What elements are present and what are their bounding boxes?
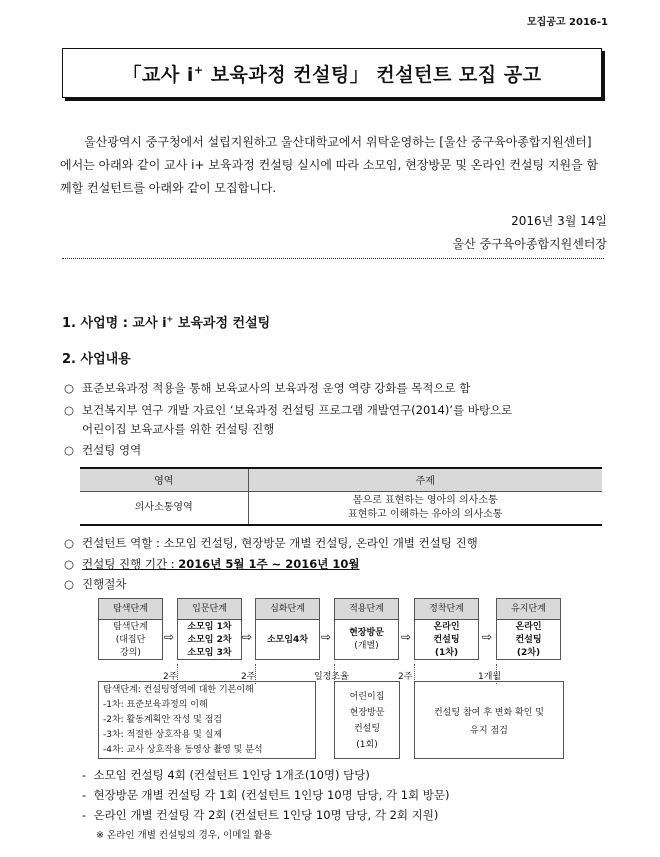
step-explore: 탐색단계 탐색단계 (대집단 강의) <box>98 598 163 660</box>
table-row <box>80 491 602 525</box>
arrow-icon: ⇨ <box>242 630 253 644</box>
bullet-purpose: ○ 표준보육과정 적용을 통해 보육교사의 보육과정 운영 역량 강화를 목적으로 함 <box>64 381 471 395</box>
page-title: 「교사 i+ 보육과정 컨설팅」 컨설턴트 모집 공고 <box>122 63 542 86</box>
section-project-name: 1. 사업명 : 교사 i+ 보육과정 컨설팅 <box>62 314 271 331</box>
title-box <box>62 48 602 98</box>
detail-box-visit: 어린이집 현장방문 컨설팅 (1회) <box>334 681 400 759</box>
table-header-area: 영역 <box>80 468 248 491</box>
bullet-basis: ○ 보건복지부 연구 개발 자료인 ‘보육과정 컨설팅 프로그램 개발연구(2014)’를 바탕으로 <box>64 403 513 417</box>
sub-item-site-visit: - 현장방문 개별 컨설팅 각 1회 (컨설턴트 1인당 10명 담당, 각 1회 방문) <box>82 788 450 802</box>
bullet-process: ○ 진행절차 <box>64 577 127 591</box>
table-cell-topic: 몸으로 표현하는 영아의 의사소통 표현하고 이해하는 유아의 의사소통 <box>248 491 602 525</box>
table-header-topic: 주제 <box>248 468 602 491</box>
arrow-icon: ⇨ <box>321 630 332 644</box>
duration-label: 2주 <box>241 672 256 682</box>
table-cell-area: 의사소통영역 <box>80 491 248 525</box>
duration-label: 일정조율 <box>314 672 349 682</box>
duration-label: 2주 <box>163 672 178 682</box>
step-deepen: 심화단계 소모임4차 <box>255 598 320 660</box>
arrow-icon: ⇨ <box>482 630 493 644</box>
sub-item-small-group: - 소모임 컨설팅 4회 (컨설턴트 1인당 1개조(10명) 담당) <box>82 768 370 782</box>
notice-number: 모집공고 2016-1 <box>526 17 608 28</box>
detail-box-online: 컨설팅 참여 후 변화 확인 및 유지 점검 <box>414 681 564 759</box>
dotted-divider <box>62 258 604 259</box>
duration-label: 2주 <box>398 672 413 682</box>
notice-date: 2016년 3월 14일 <box>511 214 607 228</box>
duration-label: 1개월 <box>478 672 502 682</box>
intro-paragraph: 울산광역시 중구청에서 설립지원하고 울산대학교에서 위탁운영하는 [울산 중구육아종합지원센터] 에서는 아래와 같이 교사 i+ 보육과정 컨설팅 실시에 따라 소모임, 현장방문 및 온라인 컨설팅 지원을 함께할 컨설턴트를 아래와 같이 모집합니다. <box>60 135 599 195</box>
bullet-period: ○ 컨설팅 진행 기간 : 2016년 5월 1주 ~ 2016년 10월 <box>64 557 360 571</box>
step-settle: 정착단계 온라인 컨설팅 (1차) <box>414 598 479 660</box>
step-apply: 적용단계 현장방문 (개별) <box>334 598 399 660</box>
step-maintain: 유지단계 온라인 컨설팅 (2차) <box>496 598 561 660</box>
area-table <box>80 467 602 526</box>
bullet-role: ○ 컨설턴트 역할 : 소모임 컨설팅, 현장방문 개별 컨설팅, 온라인 개별 컨설팅 진행 <box>64 536 478 550</box>
table-header-row <box>80 468 602 491</box>
bullet-area: ○ 컨설팅 영역 <box>64 443 142 457</box>
arrow-icon: ⇨ <box>164 630 175 644</box>
sub-item-online: - 온라인 개별 컨설팅 각 2회 (컨설턴트 1인당 10명 담당, 각 2회 지원) <box>82 808 439 822</box>
arrow-icon: ⇨ <box>401 630 412 644</box>
section-project-content: 2. 사업내용 <box>62 352 131 367</box>
organization-name: 울산 중구육아종합지원센터장 <box>452 237 607 251</box>
step-intro: 입문단계 소모임 1차 소모임 2차 소모임 3차 <box>177 598 242 660</box>
online-note: ※ 온라인 개별 컨설팅의 경우, 이메일 활용 <box>96 830 272 841</box>
detail-box-sessions: 탐색단계: 컨설팅영역에 대한 기본이해 -1차: 표준보육과정의 이해 -2차: 활동계획안 작성 및 점검 -3차: 적절한 상호작용 및 실제 -4차: 교사 상호작용 동영상 촬영 및 분석 <box>98 681 316 759</box>
bullet-basis-cont: 어린이집 보육교사를 위한 컨설팅 진행 <box>82 422 275 436</box>
